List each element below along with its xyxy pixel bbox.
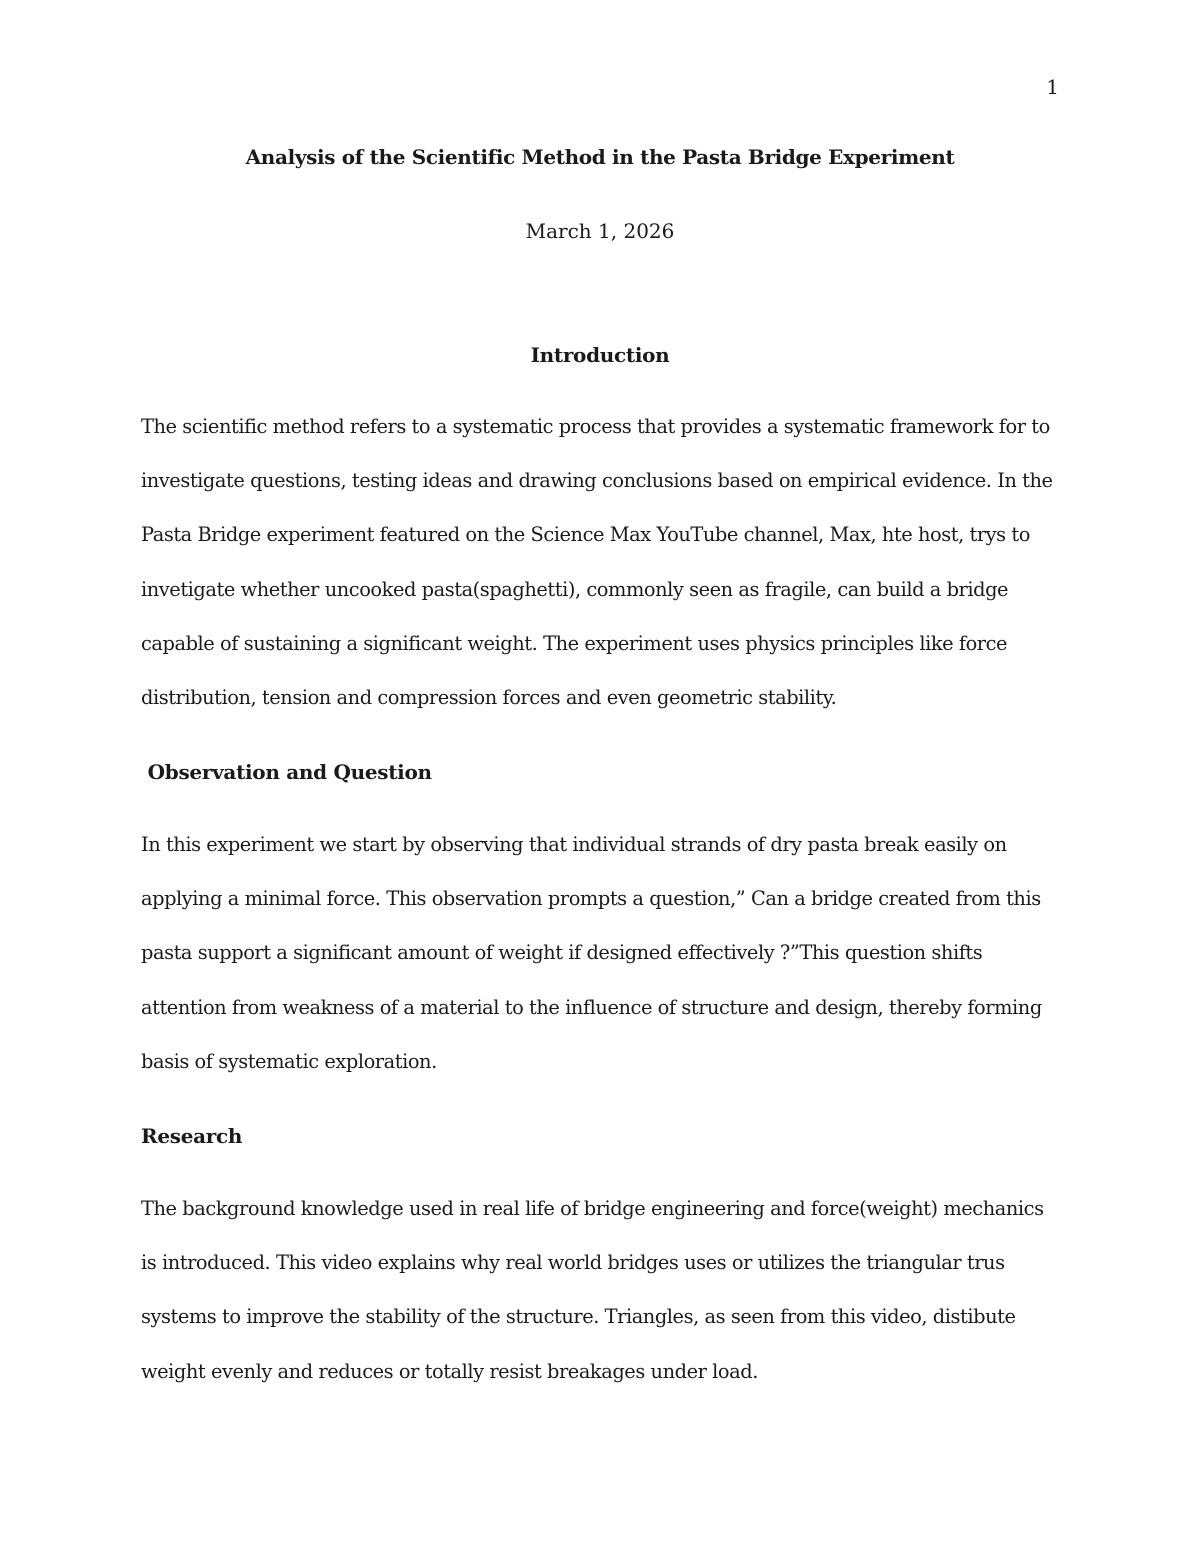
section-heading-research: Research	[141, 1124, 243, 1148]
paragraph-line: invetigate whether uncooked pasta(spaghetti), commonly seen as fragile, can build a bridge	[141, 577, 1009, 601]
paragraph-line: basis of systematic exploration.	[141, 1049, 437, 1073]
paragraph-line: weight evenly and reduces or totally resist breakages under load.	[141, 1359, 758, 1383]
section-heading-introduction: Introduction	[530, 343, 670, 367]
paragraph-line: The scientific method refers to a systematic process that provides a systematic framework for to	[141, 415, 1050, 438]
paragraph-line: distribution, tension and compression forces and even geometric stability.	[141, 685, 837, 709]
document-date: March 1, 2026	[525, 219, 675, 243]
page-number: 1	[1046, 75, 1059, 99]
paragraph-line: investigate questions, testing ideas and drawing conclusions based on empirical evidence. In the	[141, 469, 1053, 493]
paragraph-line: Pasta Bridge experiment featured on the Science Max YouTube channel, Max, hte host, trys to	[141, 523, 1030, 547]
paragraph-line: attention from weakness of a material to the influence of structure and design, thereby forming	[141, 995, 1042, 1019]
observation-paragraph	[141, 832, 1076, 1103]
paragraph-line: systems to improve the stability of the structure. Triangles, as seen from this video, distibute	[141, 1305, 1016, 1329]
document-title: Analysis of the Scientific Method in the Pasta Bridge Experiment	[245, 145, 955, 169]
paragraph-line: In this experiment we start by observing that individual strands of dry pasta break easily on	[141, 833, 1007, 856]
introduction-paragraph	[141, 414, 1076, 739]
paragraph-line: pasta support a significant amount of weight if designed effectively ?”This question shifts	[141, 941, 983, 965]
paragraph-line: is introduced. This video explains why real world bridges uses or utilizes the triangular trus	[141, 1251, 1005, 1275]
research-paragraph	[141, 1196, 1076, 1413]
section-heading-observation: Observation and Question	[141, 760, 432, 784]
paragraph-line: applying a minimal force. This observation prompts a question,” Can a bridge created from this	[141, 887, 1041, 911]
paragraph-line: capable of sustaining a significant weight. The experiment uses physics principles like force	[141, 631, 1008, 655]
paragraph-line: The background knowledge used in real life of bridge engineering and force(weight) mechanics	[141, 1197, 1044, 1220]
